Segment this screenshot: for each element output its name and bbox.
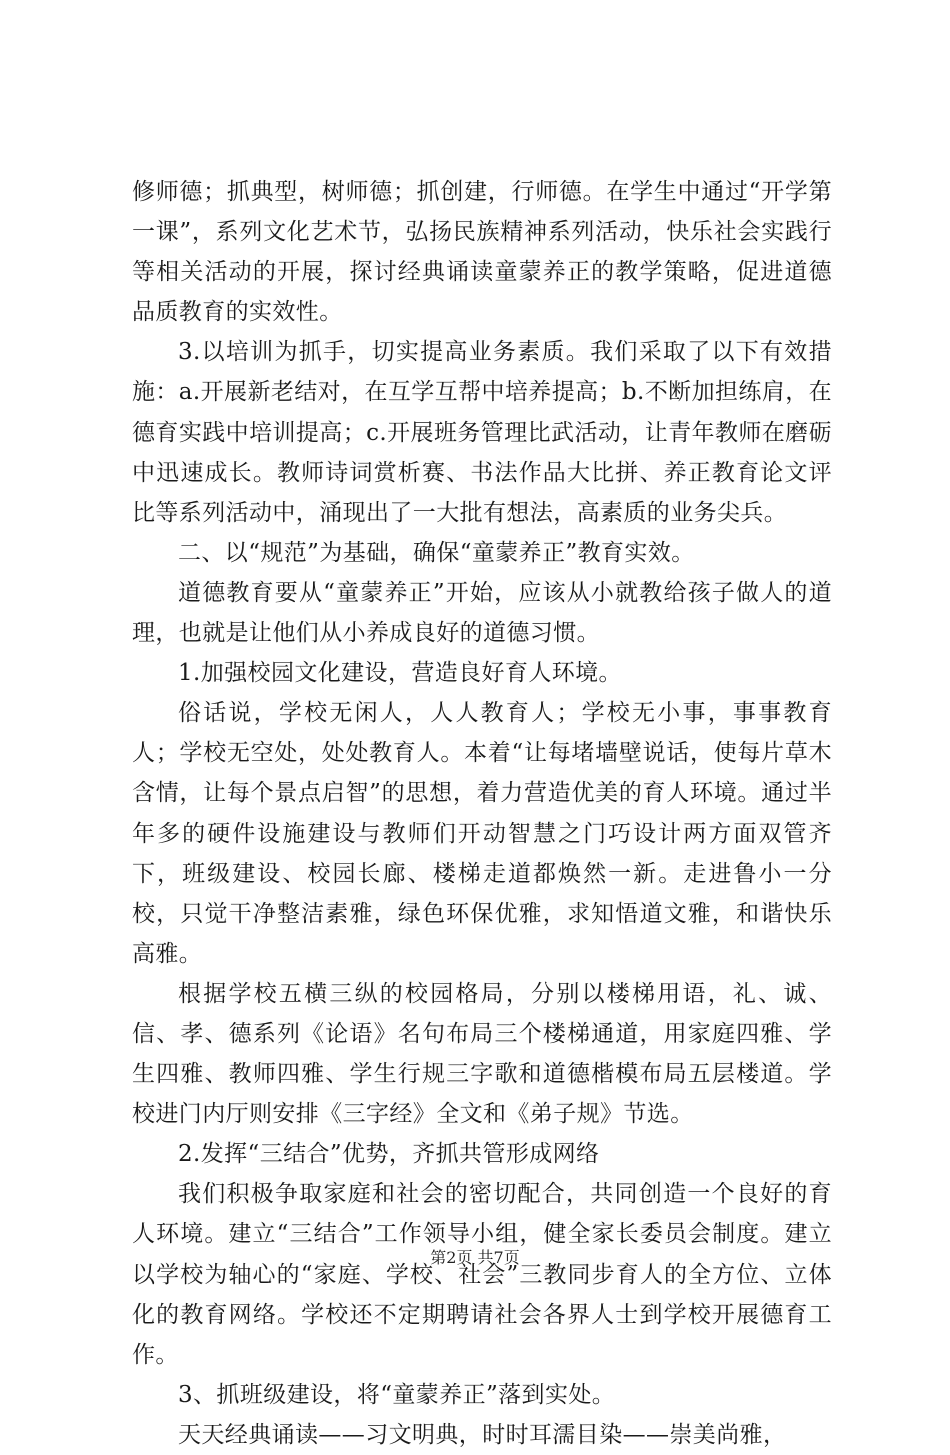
subheading-3: 3、抓班级建设，将“童蒙养正”落到实处。	[178, 1381, 616, 1408]
subheading-2: 2.发挥“三结合”优势，齐抓共管形成网络	[178, 1141, 600, 1168]
paragraph-2: 3.以培训为抓手，切实提高业务素质。我们采取了以下有效措施：a.开展新老结对，在互学互帮中培养提高；b.不断加担练肩，在德育实践中培训提高；c.开展班务管理比武活动，让青年教师在磨砺中迅速成长。教师诗词赏析赛、书法作品大比拼、养正教育论文评比等系列活动中，涌现出了一大批有想法，高素质的业务尖兵。	[132, 339, 832, 526]
paragraph-6: 俗话说，学校无闲人，人人教育人；学校无小事，事事教育人；学校无空处，处处教育人。本着“让每堵墙壁说话，使每片草木含情，让每个景点启智”的思想，着力营造优美的育人环境。通过半年多的硬件设施建设与教师们开动智慧之门巧设计两方面双管齐下，班级建设、校园长廊、楼梯走道都焕然一新。走进鲁小一分校，只觉干净整洁素雅，绿色环保优雅，求知悟道文雅，和谐快乐高雅。	[132, 700, 832, 967]
subheading-1: 1.加强校园文化建设，营造良好育人环境。	[178, 660, 622, 687]
section-heading-2: 二、以“规范”为基础，确保“童蒙养正”教育实效。	[178, 539, 695, 566]
page-footer: 第2页 共7页	[430, 1248, 520, 1267]
paragraph-1: 修师德；抓典型，树师德；抓创建，行师德。在学生中通过“开学第一课”，系列文化艺术节，弘扬民族精神系列活动，快乐社会实践行等相关活动的开展，探讨经典诵读童蒙养正的教学策略，促进道德品质教育的实效性。	[132, 179, 832, 326]
paragraph-9: 我们积极争取家庭和社会的密切配合，共同创造一个良好的育人环境。建立“三结合”工作领导小组，健全家长委员会制度。建立以学校为轴心的“家庭、学校、社会”三教同步育人的全方位、立体化的教育网络。学校还不定期聘请社会各界人士到学校开展德育工作。	[132, 1181, 832, 1368]
paragraph-7: 根据学校五横三纵的校园格局，分别以楼梯用语，礼、诚、信、孝、德系列《论语》名句布局三个楼梯通道，用家庭四雅、学生四雅、教师四雅、学生行规三字歌和道德楷模布局五层楼道。学校进门内厅则安排《三字经》全文和《弟子规》节选。	[132, 980, 832, 1128]
paragraph-4: 道德教育要从“童蒙养正”开始，应该从小就教给孩子做人的道理，也就是让他们从小养成良好的道德习惯。	[132, 579, 832, 647]
paragraph-11: 天天经典诵读——习文明典，时时耳濡目染——崇美尚雅，	[178, 1421, 787, 1448]
